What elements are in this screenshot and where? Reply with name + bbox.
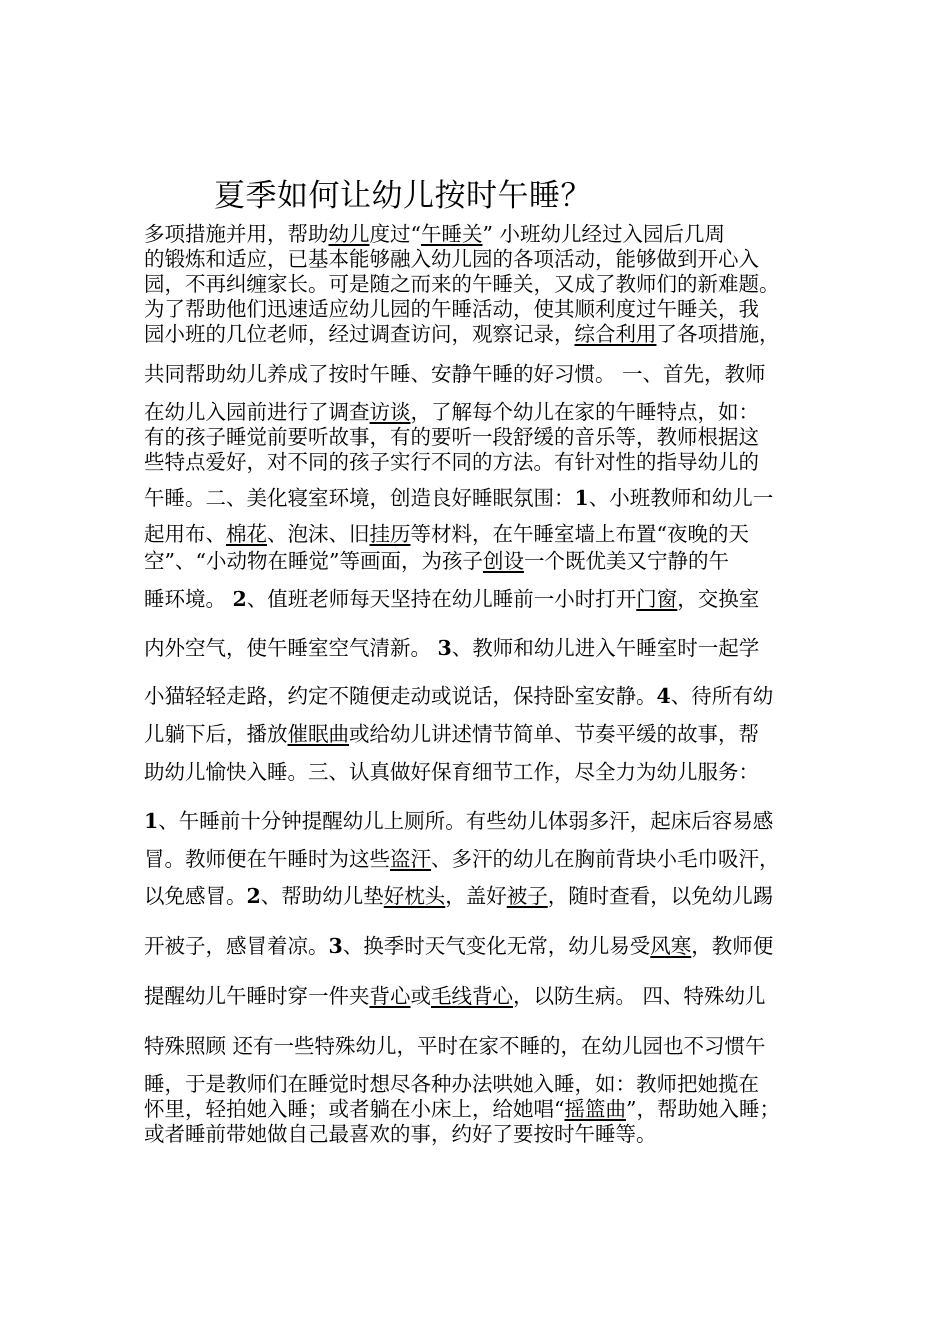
link-text: 背心 [369, 984, 411, 1008]
text-line: 冒。教师便在午睡时为这些盗汗、多汗的幼儿在胸前背块小毛巾吸汗， [144, 847, 780, 871]
text-line: 1、午睡前十分钟提醒幼儿上厕所。有些幼儿体弱多汗，起床后容易感 [144, 809, 774, 833]
link-text: 创设 [482, 549, 524, 573]
link-text: 好枕头 [383, 884, 446, 908]
text-line: 多项措施并用，帮助幼儿度过“午睡关” 小班幼儿经过入园后几周 [144, 222, 725, 246]
link-text: 风寒 [650, 934, 692, 958]
text-line: 午睡。二、美化寝室环境，创造良好睡眠氛围：1、小班教师和幼儿一 [144, 486, 774, 510]
link-text: 被子 [506, 884, 548, 908]
link-text: 综合利用 [574, 322, 657, 346]
link-text: 棉花 [226, 522, 267, 546]
page-title: 夏季如何让幼儿按时午睡？ [214, 178, 592, 214]
text-line: 提醒幼儿午睡时穿一件夹背心或毛线背心，以防生病。 四、特殊幼儿 [144, 984, 766, 1008]
text-line: 以免感冒。2、帮助幼儿垫好枕头，盖好被子，随时查看，以免幼儿踢 [144, 884, 774, 908]
text-line: 助幼儿愉快入睡。三、认真做好保育细节工作，尽全力为幼儿服务： [144, 760, 759, 784]
link-text: 催眠曲 [287, 722, 349, 746]
text-line: 园，不再纠缠家长。可是随之而来的午睡关，又成了教师们的新难题。 [144, 272, 780, 296]
link-text: 挂历 [369, 522, 411, 546]
link-text: 毛线背心 [431, 984, 513, 1008]
text-line: 空”、“小动物在睡觉”等画面，为孩子创设一个既优美又宁静的午 [144, 549, 729, 573]
link-text: 摇篮曲 [564, 1097, 626, 1121]
text-line: 睡，于是教师们在睡觉时想尽各种办法哄她入睡，如：教师把她揽在 [144, 1072, 759, 1096]
link-text: 午睡关 [420, 222, 483, 246]
text-line: 睡环境。 2、值班老师每天坚持在幼儿睡前一小时打开门窗，交换室 [144, 587, 760, 611]
text-line: 的锻炼和适应，已基本能够融入幼儿园的各项活动，能够做到开心入 [144, 247, 759, 271]
text-line: 特殊照顾 还有一些特殊幼儿，平时在家不睡的，在幼儿园也不习惯午 [144, 1034, 766, 1058]
text-line: 起用布、棉花、泡沫、旧挂历等材料，在午睡室墙上布置“夜晚的天 [144, 522, 749, 546]
text-line: 在幼儿入园前进行了调查访谈，了解每个幼儿在家的午睡特点，如： [144, 400, 759, 424]
link-text: 幼儿 [328, 222, 370, 246]
text-line: 有的孩子睡觉前要听故事，有的要听一段舒缓的音乐等，教师根据这 [144, 425, 759, 449]
link-text: 门窗 [636, 587, 678, 611]
text-line: 小猫轻轻走路，约定不随便走动或说话，保持卧室安静。4、待所有幼 [144, 684, 774, 708]
text-line: 儿躺下后，播放催眠曲或给幼儿讲述情节简单、节奏平缓的故事，帮 [144, 722, 759, 746]
text-line: 开被子，感冒着凉。3、换季时天气变化无常，幼儿易受风寒，教师便 [144, 934, 774, 958]
text-line: 为了帮助他们迅速适应幼儿园的午睡活动，使其顺利度过午睡关，我 [144, 297, 759, 321]
link-text: 盗汗 [390, 847, 431, 871]
text-line: 些特点爱好，对不同的孩子实行不同的方法。有针对性的指导幼儿的 [144, 450, 759, 474]
text-line: 内外空气，使午睡室空气清新。 3、教师和幼儿进入午睡室时一起学 [144, 636, 760, 660]
link-text: 访谈 [369, 400, 411, 424]
text-line: 怀里，轻拍她入睡；或者躺在小床上，给她唱“摇篮曲”，帮助她入睡； [144, 1097, 780, 1121]
text-line: 或者睡前带她做自己最喜欢的事，约好了要按时午睡等。 [144, 1122, 657, 1146]
text-line: 园小班的几位老师，经过调查访问，观察记录，综合利用了各项措施， [144, 322, 780, 346]
text-line: 共同帮助幼儿养成了按时午睡、安静午睡的好习惯。 一、首先，教师 [144, 362, 766, 386]
